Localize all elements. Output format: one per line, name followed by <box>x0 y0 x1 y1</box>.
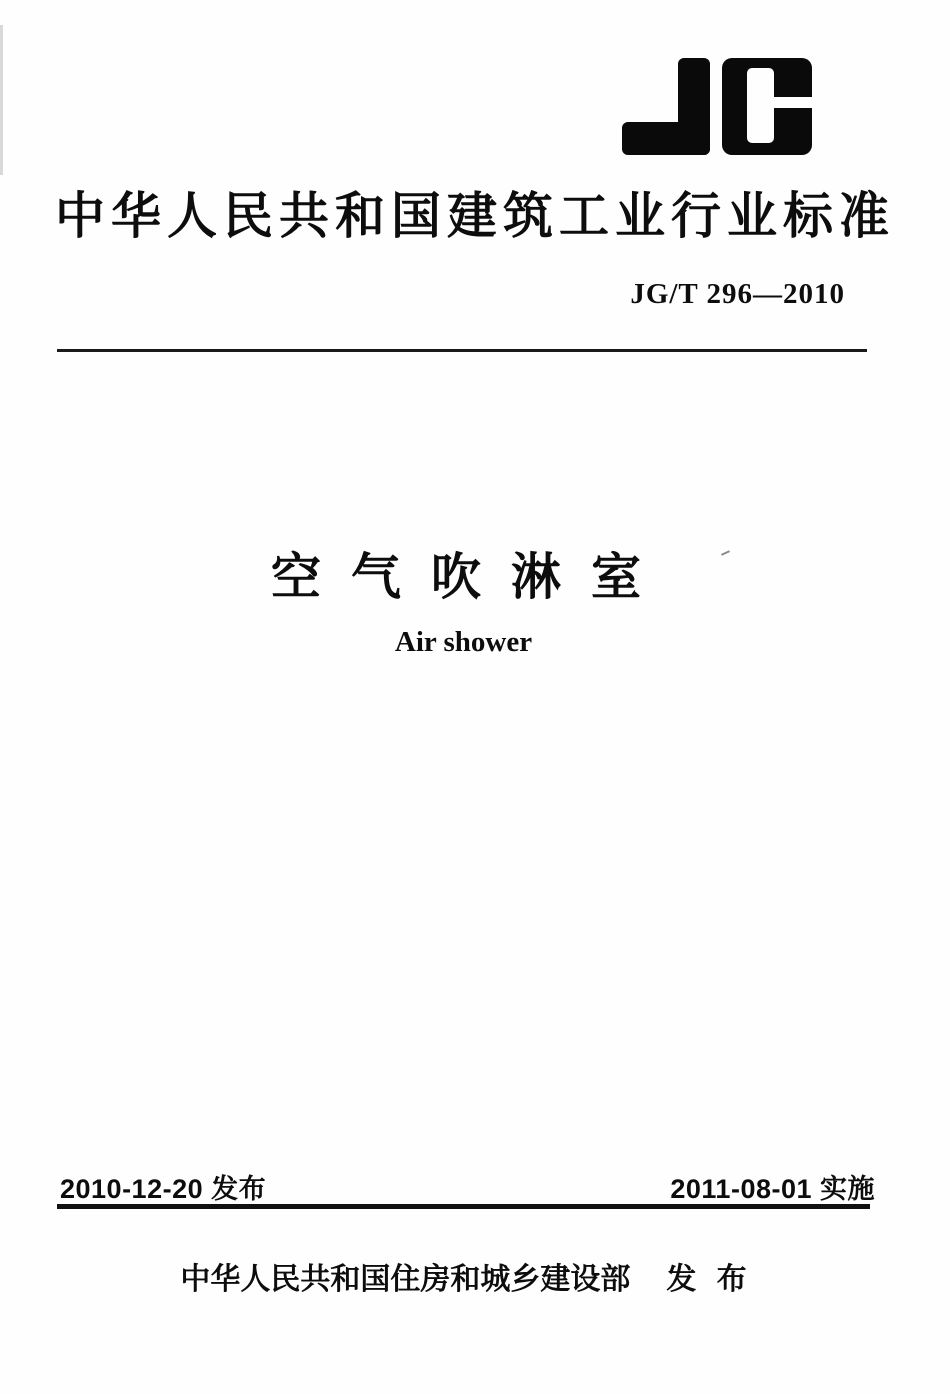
standard-title: 中华人民共和国建筑工业行业标准 <box>55 188 895 244</box>
standard-code: JG/T 296—2010 <box>630 278 845 310</box>
implementation-date: 2011-08-01 实施 <box>670 1174 875 1204</box>
date-row <box>60 1167 875 1206</box>
ministry-name: 中华人民共和国住房和城乡建设部 <box>180 1263 631 1296</box>
publish-label: 发 布 <box>666 1263 747 1296</box>
document-title-en: Air shower <box>394 626 533 658</box>
publisher-row <box>57 1254 870 1298</box>
header-divider <box>57 349 867 352</box>
jg-logo-icon <box>622 58 812 155</box>
footer-divider <box>57 1204 870 1209</box>
scan-edge-artifact <box>0 25 3 175</box>
issue-date: 2010-12-20 发布 <box>60 1174 267 1204</box>
document-title-cn: 空气吹淋室 <box>271 549 671 605</box>
